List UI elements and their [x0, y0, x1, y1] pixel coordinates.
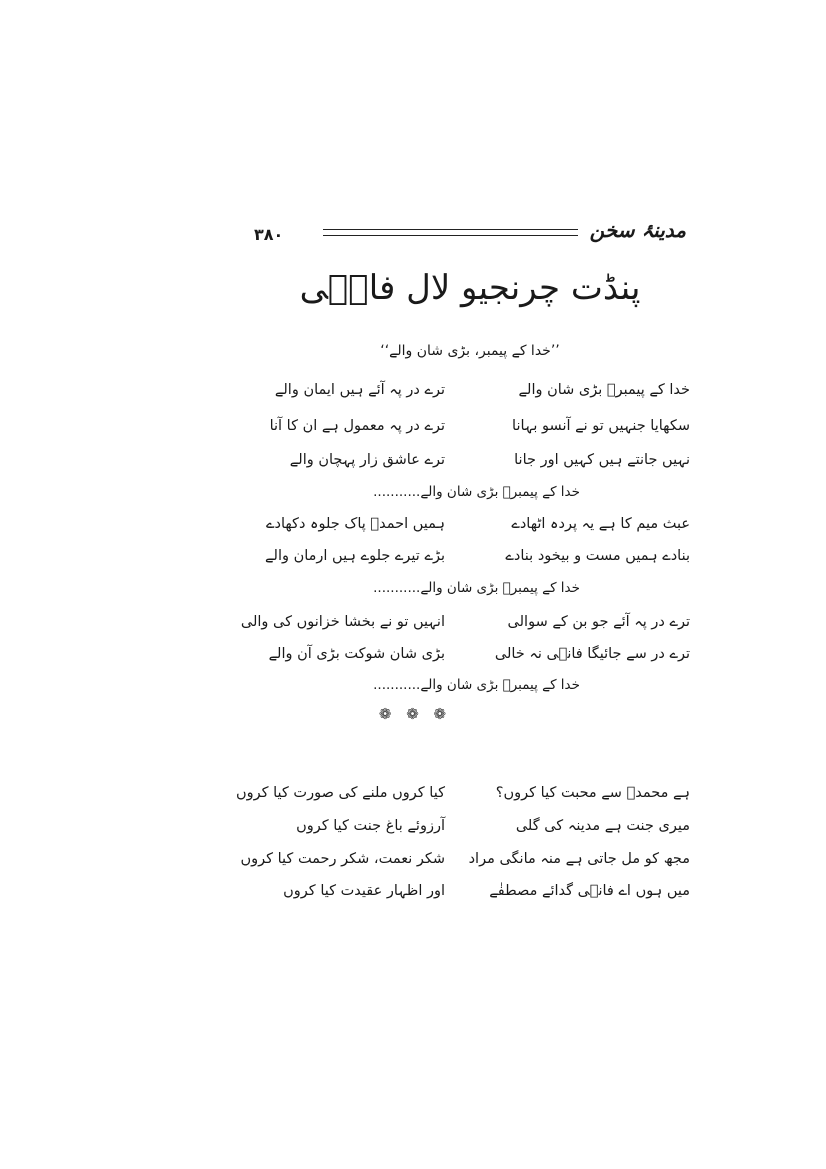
header-rule-bottom — [323, 235, 578, 236]
verse-left: آرزوئے باغ جنت کیا کروں — [296, 818, 445, 834]
verse-right: مجھ کو مل جاتی ہے منہ مانگی مراد — [468, 851, 690, 867]
verse-right: خدا کے پیمبرؐ بڑی شان والے — [518, 382, 690, 398]
page-number: ۳۸۰ — [254, 225, 284, 244]
verse-left: ترے در پہ معمول ہے ان کا آنا — [269, 418, 445, 434]
verse-left: اور اظہار عقیدت کیا کروں — [283, 883, 445, 899]
verse-right: سکھایا جنہیں تو نے آنسو بہانا — [512, 418, 690, 434]
book-title: مدینۂ سخن — [589, 218, 686, 242]
verse-right: میں ہوں اے فانؔی گدائے مصطفٰے — [489, 883, 690, 899]
verse-right: نہیں جانتے ہیں کہیں اور جانا — [514, 452, 690, 468]
poet-title: پنڈت چرنجیو لال فانؔی — [299, 268, 641, 308]
verse-left: کیا کروں ملنے کی صورت کیا کروں — [235, 785, 445, 801]
verse-left: بڑی شان شوکت بڑی آن والے — [268, 646, 445, 662]
verse-right: بنادے ہمیں مست و بیخود بنادے — [505, 548, 690, 564]
verse-left: بڑے تیرے جلوے ہیں ارمان والے — [265, 548, 445, 564]
flower-ornament-icon: ❁ ❁ ❁ — [378, 705, 452, 723]
verse-right: عبث میم کا ہے یہ پردہ اٹھادے — [511, 516, 690, 532]
verse-right: ہے محمدؐ سے محبت کیا کروں؟ — [495, 785, 690, 801]
refrain: خدا کے پیمبرؐ بڑی شان والے........... — [373, 677, 580, 693]
verse-left: ترے در پہ آئے ہیں ایمان والے — [274, 382, 445, 398]
poem-subtitle: ’’خدا کے پیمبر، بڑی شان والے‘‘ — [380, 343, 560, 359]
verse-left: ترے عاشق زار پہچان والے — [289, 452, 445, 468]
header-rule-top — [323, 229, 578, 230]
verse-right: میری جنت ہے مدینہ کی گلی — [515, 818, 690, 834]
refrain: خدا کے پیمبرؐ بڑی شان والے........... — [373, 580, 580, 596]
refrain: خدا کے پیمبرؐ بڑی شان والے........... — [373, 484, 580, 500]
verse-left: شکر نعمت، شکر رحمت کیا کروں — [240, 851, 445, 867]
verse-right: ترے در سے جائیگا فانؔی نہ خالی — [494, 646, 690, 662]
verse-left: انہیں تو نے بخشا خزانوں کی والی — [240, 614, 445, 630]
verse-right: ترے در پہ آئے جو بن کے سوالی — [507, 614, 690, 630]
verse-left: ہمیں احمدؐ پاک جلوہ دکھادے — [265, 516, 445, 532]
